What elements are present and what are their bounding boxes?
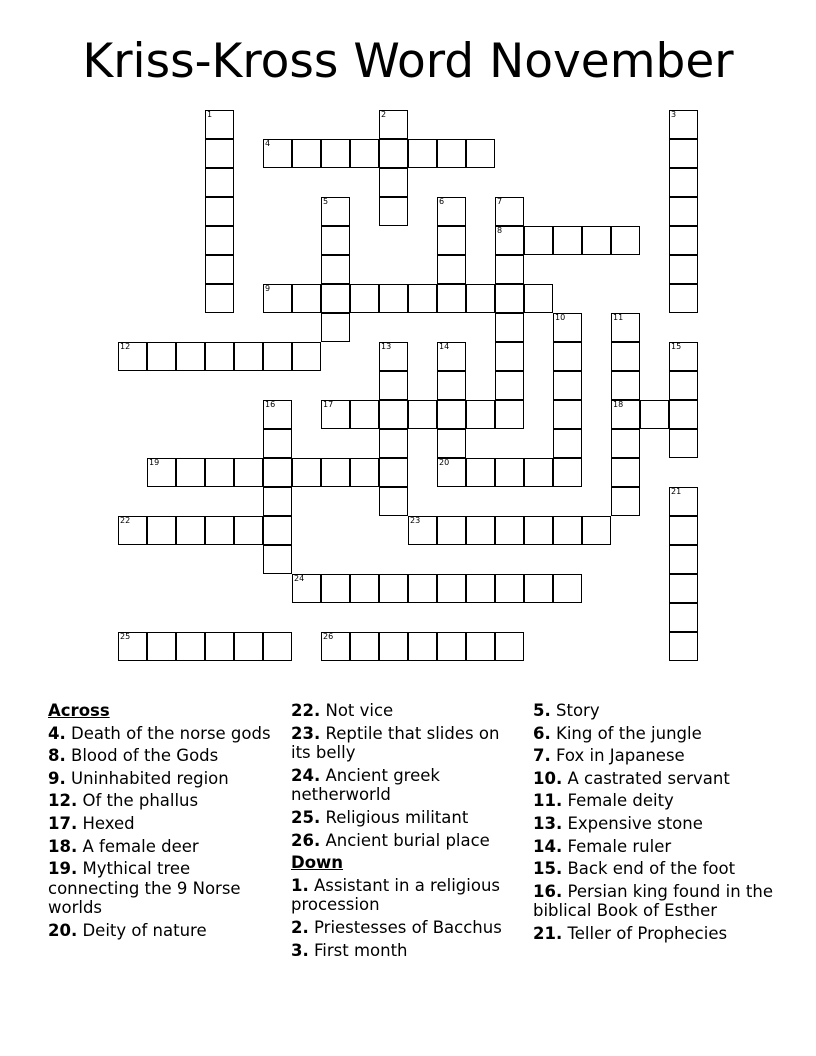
clue-number: 17. (48, 813, 78, 833)
grid-cell[interactable] (147, 516, 176, 545)
cell-number: 15 (671, 342, 682, 351)
cell-number: 6 (439, 197, 445, 206)
across-clue (48, 859, 283, 918)
clue-number: 20. (48, 920, 78, 940)
grid-cell[interactable] (350, 284, 379, 313)
grid-cell[interactable] (292, 458, 321, 487)
grid-cell[interactable] (669, 516, 698, 545)
cell-number: 8 (497, 226, 503, 235)
grid-cell[interactable] (205, 168, 234, 197)
cell-number: 23 (410, 516, 421, 525)
grid-cell[interactable] (379, 168, 408, 197)
grid-cell[interactable] (350, 632, 379, 661)
clue-text: Of the phallus (77, 791, 199, 811)
cell-number: 19 (149, 458, 160, 467)
grid-cell[interactable] (495, 400, 524, 429)
down-clue (533, 701, 773, 721)
grid-cell[interactable] (408, 400, 437, 429)
grid-cell[interactable] (669, 603, 698, 632)
grid-cell[interactable] (321, 226, 350, 255)
clues-column-3 (533, 701, 773, 947)
grid-cell[interactable] (495, 313, 524, 342)
grid-cell[interactable] (176, 632, 205, 661)
cell-number: 1 (207, 110, 213, 119)
grid-cell[interactable] (611, 487, 640, 516)
grid-cell[interactable] (669, 255, 698, 284)
across-clue-list (48, 724, 283, 941)
grid-cell[interactable] (321, 139, 350, 168)
grid-cell[interactable] (669, 139, 698, 168)
grid-cell[interactable] (553, 516, 582, 545)
grid-cell[interactable] (292, 574, 321, 603)
grid-cell[interactable] (437, 429, 466, 458)
clue-text: Assistant in a religious procession (291, 875, 500, 915)
cell-number: 10 (555, 313, 566, 322)
grid-cell[interactable] (176, 458, 205, 487)
grid-cell[interactable] (205, 226, 234, 255)
clue-text: A castrated servant (562, 768, 730, 788)
grid-cell[interactable] (524, 574, 553, 603)
grid-cell[interactable] (553, 371, 582, 400)
down-clue (291, 876, 523, 915)
grid-cell[interactable] (408, 516, 437, 545)
grid-cell[interactable] (611, 226, 640, 255)
clue-text: Death of the norse gods (65, 723, 271, 743)
clues-column-1 (48, 701, 283, 944)
grid-cell[interactable] (379, 574, 408, 603)
grid-cell[interactable] (118, 516, 147, 545)
grid-cell[interactable] (495, 371, 524, 400)
grid-cell[interactable] (437, 371, 466, 400)
grid-cell[interactable] (669, 545, 698, 574)
grid-cell[interactable] (263, 284, 292, 313)
grid-cell[interactable] (379, 487, 408, 516)
grid-cell[interactable] (553, 458, 582, 487)
clue-text: Blood of the Gods (65, 746, 219, 766)
grid-cell[interactable] (379, 632, 408, 661)
across-clue (48, 746, 283, 766)
cell-number: 5 (323, 197, 329, 206)
grid-cell[interactable] (379, 139, 408, 168)
cell-number: 17 (323, 400, 334, 409)
grid-cell[interactable] (205, 632, 234, 661)
across-clue (291, 831, 523, 851)
grid-cell[interactable] (524, 226, 553, 255)
grid-cell[interactable] (263, 429, 292, 458)
cell-number: 26 (323, 632, 334, 641)
grid-cell[interactable] (611, 371, 640, 400)
grid-cell[interactable] (379, 284, 408, 313)
cell-number: 9 (265, 284, 271, 293)
grid-cell[interactable] (437, 255, 466, 284)
grid-cell[interactable] (350, 458, 379, 487)
across-clue (48, 724, 283, 744)
grid-cell[interactable] (263, 516, 292, 545)
grid-cell[interactable] (437, 516, 466, 545)
clue-number: 2. (291, 917, 309, 937)
grid-cell[interactable] (234, 516, 263, 545)
grid-cell[interactable] (524, 284, 553, 313)
down-clue (533, 769, 773, 789)
cell-number: 13 (381, 342, 392, 351)
clue-text: Not vice (320, 701, 394, 720)
grid-cell[interactable] (321, 574, 350, 603)
grid-cell[interactable] (524, 516, 553, 545)
grid-cell[interactable] (466, 400, 495, 429)
clue-number: 15. (533, 859, 563, 879)
clue-text: First month (308, 940, 408, 960)
grid-cell[interactable] (437, 342, 466, 371)
grid-cell[interactable] (437, 284, 466, 313)
grid-cell[interactable] (466, 458, 495, 487)
grid-cell[interactable] (669, 168, 698, 197)
grid-cell[interactable] (379, 400, 408, 429)
clue-text: Religious militant (320, 807, 469, 827)
grid-cell[interactable] (263, 342, 292, 371)
grid-cell[interactable] (292, 284, 321, 313)
cell-number: 12 (120, 342, 131, 351)
grid-cell[interactable] (205, 516, 234, 545)
clue-text: Female ruler (562, 836, 672, 856)
clue-number: 13. (533, 813, 563, 833)
cell-number: 24 (294, 574, 305, 583)
grid-cell[interactable] (466, 284, 495, 313)
clue-text: Ancient greek netherworld (291, 765, 440, 805)
grid-cell[interactable] (350, 574, 379, 603)
grid-cell[interactable] (669, 429, 698, 458)
cell-number: 20 (439, 458, 450, 467)
clue-text: A female deer (77, 836, 199, 856)
down-clue (291, 918, 523, 938)
grid-cell[interactable] (640, 400, 669, 429)
grid-cell[interactable] (234, 458, 263, 487)
grid-cell[interactable] (263, 632, 292, 661)
grid-cell[interactable] (611, 400, 640, 429)
grid-cell[interactable] (379, 458, 408, 487)
clue-number: 18. (48, 836, 78, 856)
clue-number: 19. (48, 859, 78, 879)
clue-number: 25. (291, 807, 321, 827)
clue-number: 3. (291, 940, 309, 960)
grid-cell[interactable] (611, 342, 640, 371)
grid-cell[interactable] (495, 284, 524, 313)
across-clue (48, 814, 283, 834)
down-clue (291, 941, 523, 961)
grid-cell[interactable] (176, 342, 205, 371)
clue-text: Ancient burial place (320, 830, 490, 850)
grid-cell[interactable] (292, 139, 321, 168)
grid-cell[interactable] (263, 139, 292, 168)
down-clue (533, 791, 773, 811)
grid-cell[interactable] (495, 342, 524, 371)
grid-cell[interactable] (321, 197, 350, 226)
grid-cell[interactable] (553, 400, 582, 429)
clue-number: 22. (291, 701, 321, 720)
clue-text: Fox in Japanese (550, 746, 685, 766)
grid-cell[interactable] (669, 632, 698, 661)
clue-text: Persian king found in the biblical Book of Esther (533, 881, 773, 921)
grid-cell[interactable] (437, 574, 466, 603)
cell-number: 16 (265, 400, 276, 409)
cell-number: 14 (439, 342, 450, 351)
clue-text: Teller of Prophecies (562, 923, 728, 943)
grid-cell[interactable] (437, 226, 466, 255)
grid-cell[interactable] (118, 342, 147, 371)
grid-cell[interactable] (321, 255, 350, 284)
grid-cell[interactable] (466, 632, 495, 661)
clue-text: Back end of the foot (562, 859, 736, 879)
grid-cell[interactable] (669, 400, 698, 429)
grid-cell[interactable] (205, 458, 234, 487)
across-clue (291, 808, 523, 828)
clue-text: Hexed (77, 813, 135, 833)
cell-number: 18 (613, 400, 624, 409)
cell-number: 7 (497, 197, 503, 206)
across-clue (48, 769, 283, 789)
cell-number: 25 (120, 632, 131, 641)
clue-number: 24. (291, 765, 321, 785)
across-clue (48, 921, 283, 941)
clue-text: Expensive stone (562, 813, 703, 833)
grid-cell[interactable] (611, 313, 640, 342)
grid-cell[interactable] (321, 458, 350, 487)
clues-column-2 (291, 701, 523, 963)
across-clue (291, 766, 523, 805)
grid-cell[interactable] (466, 139, 495, 168)
grid-cell[interactable] (669, 487, 698, 516)
grid-cell[interactable] (205, 342, 234, 371)
grid-cell[interactable] (553, 429, 582, 458)
across-clue (291, 724, 523, 763)
grid-cell[interactable] (495, 458, 524, 487)
cell-number: 22 (120, 516, 131, 525)
cell-number: 4 (265, 139, 271, 148)
grid-cell[interactable] (437, 197, 466, 226)
clue-number: 14. (533, 836, 563, 856)
grid-cell[interactable] (553, 226, 582, 255)
grid-cell[interactable] (495, 226, 524, 255)
across-clue-list-continued (291, 701, 523, 850)
down-clue-list-continued (533, 701, 773, 944)
grid-cell[interactable] (321, 313, 350, 342)
cell-number: 2 (381, 110, 387, 119)
grid-cell[interactable] (495, 574, 524, 603)
grid-cell[interactable] (437, 400, 466, 429)
across-clue (48, 837, 283, 857)
grid-cell[interactable] (669, 371, 698, 400)
clue-number: 7. (533, 746, 551, 766)
grid-cell[interactable] (611, 458, 640, 487)
cell-number: 21 (671, 487, 682, 496)
cell-number: 3 (671, 110, 677, 119)
clue-number: 1. (291, 875, 309, 895)
grid-cell[interactable] (379, 342, 408, 371)
grid-cell[interactable] (118, 632, 147, 661)
grid-cell[interactable] (379, 197, 408, 226)
grid-cell[interactable] (263, 545, 292, 574)
clue-number: 26. (291, 830, 321, 850)
grid-cell[interactable] (437, 632, 466, 661)
grid-cell[interactable] (669, 342, 698, 371)
grid-cell[interactable] (350, 139, 379, 168)
across-clue (291, 701, 523, 721)
grid-cell[interactable] (147, 342, 176, 371)
grid-cell[interactable] (408, 632, 437, 661)
down-clue (533, 882, 773, 921)
grid-cell[interactable] (582, 516, 611, 545)
clue-text: King of the jungle (550, 723, 702, 743)
down-clue (533, 837, 773, 857)
grid-cell[interactable] (524, 458, 553, 487)
grid-cell[interactable] (205, 139, 234, 168)
down-clue (533, 746, 773, 766)
grid-cell[interactable] (263, 458, 292, 487)
grid-cell[interactable] (553, 313, 582, 342)
grid-cell[interactable] (234, 342, 263, 371)
grid-cell[interactable] (147, 458, 176, 487)
across-heading: Across (48, 701, 110, 720)
clue-number: 16. (533, 881, 563, 901)
clue-text: Mythical tree connecting the 9 Norse worlds (48, 859, 241, 918)
grid-cell[interactable] (321, 284, 350, 313)
grid-cell[interactable] (263, 487, 292, 516)
clue-text: Female deity (562, 791, 674, 811)
clue-number: 11. (533, 791, 563, 811)
grid-cell[interactable] (611, 429, 640, 458)
grid-cell[interactable] (292, 342, 321, 371)
down-clue (533, 724, 773, 744)
grid-cell[interactable] (553, 342, 582, 371)
grid-cell[interactable] (350, 400, 379, 429)
down-clue-list (291, 876, 523, 960)
grid-cell[interactable] (176, 516, 205, 545)
grid-cell[interactable] (669, 574, 698, 603)
clue-number: 21. (533, 923, 563, 943)
grid-cell[interactable] (321, 400, 350, 429)
grid-cell[interactable] (205, 110, 234, 139)
clue-number: 23. (291, 723, 321, 743)
grid-cell[interactable] (466, 574, 495, 603)
clue-text: Priestesses of Bacchus (308, 917, 502, 937)
down-clue (533, 814, 773, 834)
grid-cell[interactable] (669, 110, 698, 139)
grid-cell[interactable] (379, 110, 408, 139)
down-clue (533, 924, 773, 944)
down-heading: Down (291, 853, 344, 873)
clue-text: Deity of nature (77, 920, 207, 940)
grid-cell[interactable] (495, 516, 524, 545)
clue-text: Story (550, 701, 600, 720)
clue-number: 5. (533, 701, 551, 720)
clue-number: 8. (48, 746, 66, 766)
grid-cell[interactable] (408, 284, 437, 313)
clue-number: 10. (533, 768, 563, 788)
cell-number: 11 (613, 313, 624, 322)
clue-number: 12. (48, 791, 78, 811)
grid-cell[interactable] (553, 574, 582, 603)
grid-cell[interactable] (437, 139, 466, 168)
down-clue (533, 859, 773, 879)
grid-cell[interactable] (205, 284, 234, 313)
grid-cell[interactable] (147, 632, 176, 661)
grid-cell[interactable] (582, 226, 611, 255)
grid-cell[interactable] (495, 197, 524, 226)
clue-text: Uninhabited region (65, 768, 229, 788)
page-title: Kriss-Kross Word November (82, 34, 734, 89)
grid-cell[interactable] (466, 516, 495, 545)
grid-cell[interactable] (669, 197, 698, 226)
grid-cell[interactable] (669, 226, 698, 255)
grid-cell[interactable] (263, 400, 292, 429)
grid-cell[interactable] (234, 632, 263, 661)
grid-cell[interactable] (321, 632, 350, 661)
clue-text: Reptile that slides on its belly (291, 723, 500, 763)
grid-cell[interactable] (408, 139, 437, 168)
grid-cell[interactable] (205, 197, 234, 226)
grid-cell[interactable] (408, 574, 437, 603)
grid-cell[interactable] (379, 429, 408, 458)
clue-number: 9. (48, 768, 66, 788)
clue-number: 6. (533, 723, 551, 743)
grid-cell[interactable] (437, 458, 466, 487)
grid-cell[interactable] (495, 255, 524, 284)
grid-cell[interactable] (205, 255, 234, 284)
clue-number: 4. (48, 723, 66, 743)
grid-cell[interactable] (669, 284, 698, 313)
grid-cell[interactable] (495, 632, 524, 661)
grid-cell[interactable] (379, 371, 408, 400)
across-clue (48, 791, 283, 811)
